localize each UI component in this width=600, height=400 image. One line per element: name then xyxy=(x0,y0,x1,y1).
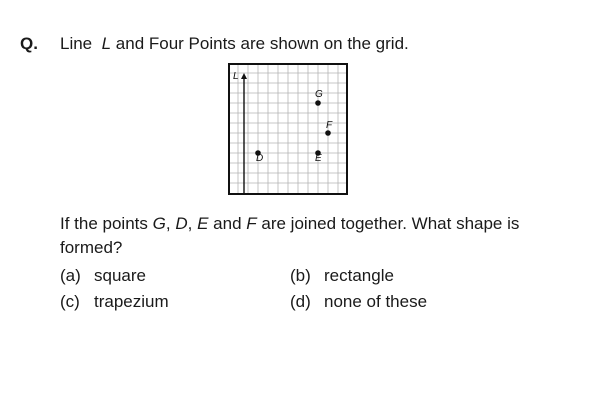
prompt-point-f: F xyxy=(246,214,257,233)
option-c-text: trapezium xyxy=(94,292,169,311)
option-d[interactable] xyxy=(290,292,427,312)
prompt-point-d: D xyxy=(175,214,188,233)
option-c-label: (c) xyxy=(60,292,80,311)
question-line-name: L xyxy=(101,34,112,53)
question-text-before: Line xyxy=(60,34,93,53)
prompt-comma-1: , xyxy=(165,214,171,233)
option-d-text: none of these xyxy=(324,292,428,311)
point-label-e: E xyxy=(315,153,322,164)
question-text-after: and Four Points are shown on the grid. xyxy=(115,34,409,53)
prompt-point-e: E xyxy=(197,214,209,233)
option-b-text: rectangle xyxy=(324,266,394,285)
point-label-g: G xyxy=(315,89,323,100)
point-f xyxy=(325,130,331,136)
option-a[interactable] xyxy=(60,266,146,286)
point-label-f: F xyxy=(326,120,333,131)
line-l-label: L xyxy=(233,71,239,82)
option-c[interactable] xyxy=(60,292,169,312)
prompt-rest: are joined together. What shape is formed? xyxy=(60,214,520,257)
prompt-intro: If the points xyxy=(60,214,148,233)
prompt-and: and xyxy=(213,214,242,233)
prompt-paragraph xyxy=(60,212,580,260)
prompt-comma-2: , xyxy=(187,214,193,233)
option-d-label: (d) xyxy=(290,292,311,311)
question-number: Q. xyxy=(20,34,38,53)
grid-figure xyxy=(228,63,348,195)
option-a-text: square xyxy=(94,266,146,285)
point-g xyxy=(315,100,321,106)
point-label-d: D xyxy=(256,153,264,164)
option-a-label: (a) xyxy=(60,266,81,285)
prompt-point-g: G xyxy=(152,214,166,233)
question-text xyxy=(60,34,409,54)
line-l-arrow-top xyxy=(241,73,247,79)
option-b[interactable] xyxy=(290,266,394,286)
option-b-label: (b) xyxy=(290,266,311,285)
